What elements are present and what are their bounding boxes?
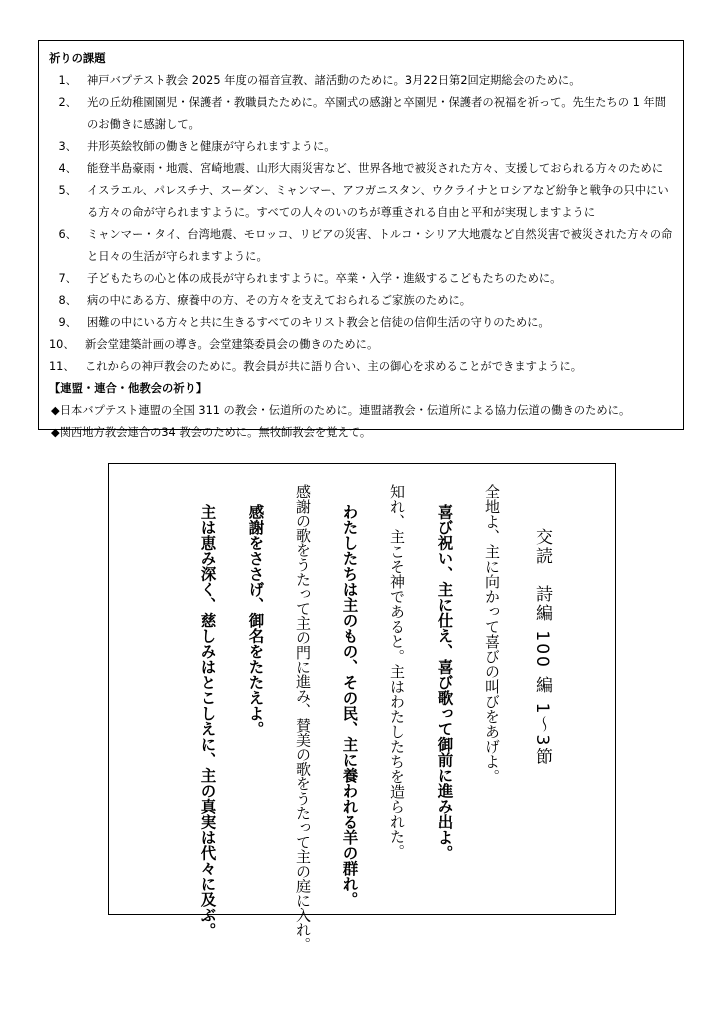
prayer-item-number: 5、 (58, 184, 77, 197)
prayer-item-text: 能登半島豪雨・地震、宮崎地震、山形大雨災害など、世界各地で被災された方々、支援しておられる方々のために (87, 162, 664, 175)
prayer-item-text: 神戸バプテスト教会 2025 年度の福音宣教、諸活動のために。3月22日第2回定期総会のために。 (87, 74, 581, 87)
union-prayer-heading: 【連盟・連合・他教会の祈り】 (49, 382, 208, 395)
union-prayer-item: ◆日本バプテスト連盟の全国 311 の教会・伝道所のために。連盟諸教会・伝道所による協力伝道の働きのために。 (51, 404, 631, 417)
prayer-item (49, 158, 673, 180)
prayer-item-text: 子どもたちの心と体の成長が守られますように。卒業・入学・進級するこどもたちのために。 (87, 272, 562, 285)
prayer-item (49, 180, 673, 224)
prayer-item-text: 病の中にある方、療養中の方、その方々を支えておられるご家族のために。 (87, 294, 472, 307)
reading-line: 知れ、主こそ神であると。主はわたしたちを造られた。 (388, 484, 406, 859)
prayer-item-text: ミャンマー・タイ、台湾地震、モロッコ、リビアの災害、トルコ・シリア大地震など自然災害で被災された方々の命と日々の生活が守られますように。 (87, 228, 673, 263)
prayer-item-number: 6、 (58, 228, 77, 241)
prayer-item-number: 10、 (49, 338, 75, 351)
prayer-item (49, 334, 673, 356)
reading-line: わたしたちは主のもの、その民、主に養われる羊の群れ。 (340, 504, 359, 907)
prayer-item-number: 7、 (58, 272, 77, 285)
prayer-topics-box (38, 40, 684, 439)
prayer-item (49, 290, 673, 312)
prayer-item (49, 136, 673, 158)
reading-line: 全地よ、主に向かって喜びの叫びをあげよ。 (483, 484, 501, 784)
prayer-item (49, 92, 673, 136)
prayer-item-number: 1、 (58, 74, 77, 87)
prayer-item-text: イスラエル、パレスチナ、スーダン、ミャンマー、アフガニスタン、ウクライナとロシアなど紛争と戦争の只中にいる方々の命が守られますように。すべての人々のいのちが尊重される自由と平和が実現しますように (87, 184, 669, 219)
reading-line: 感謝の歌をうたって主の門に進み、賛美の歌をうたって主の庭に入れ。 (294, 484, 312, 952)
prayer-item (49, 312, 673, 334)
reading-title: 交読 詩編 100 編 1～3節 (532, 528, 552, 767)
prayer-item-number: 3、 (58, 140, 77, 153)
prayer-item (49, 70, 673, 92)
prayer-item-text: 困難の中にいる方々と共に生きるすべてのキリスト教会と信徒の信仰生活の守りのために。 (87, 316, 550, 329)
prayer-item-text: これからの神戸教会のために。教会員が共に語り合い、主の御心を求めることができますように。 (85, 360, 583, 373)
reading-line: 感謝をささげ、御名をたたえよ。 (246, 504, 265, 737)
reading-line: 喜び祝い、主に仕え、喜び歌って御前に進み出よ。 (435, 504, 454, 861)
prayer-item-number: 2、 (58, 96, 77, 109)
prayer-item (49, 224, 673, 268)
prayer-item-number: 4、 (58, 162, 77, 175)
prayer-item-text: 新会堂建築計画の導き。会堂建築委員会の働きのために。 (85, 338, 379, 351)
prayer-item-text: 光の丘幼稚園園児・保護者・教職員たために。卒園式の感謝と卒園児・保護者の祝福を祈って。先生たちの 1 年間のお働きに感謝して。 (87, 96, 666, 131)
reading-line: 主は恵み深く、慈しみはとこしえに、主の真実は代々に及ぶ。 (198, 504, 217, 938)
prayer-item-number: 9、 (58, 316, 77, 329)
prayer-heading: 祈りの課題 (49, 52, 106, 65)
union-prayer-item: ◆関西地方教会連合の34 教会のために。無牧師教会を覚えて。 (51, 426, 372, 439)
prayer-item (49, 356, 673, 378)
prayer-item (49, 268, 673, 290)
prayer-item-text: 井形英絵牧師の働きと健康が守られますように。 (87, 140, 336, 153)
prayer-item-number: 8、 (58, 294, 77, 307)
responsive-reading-box (108, 463, 616, 952)
prayer-item-number: 11、 (49, 360, 75, 373)
